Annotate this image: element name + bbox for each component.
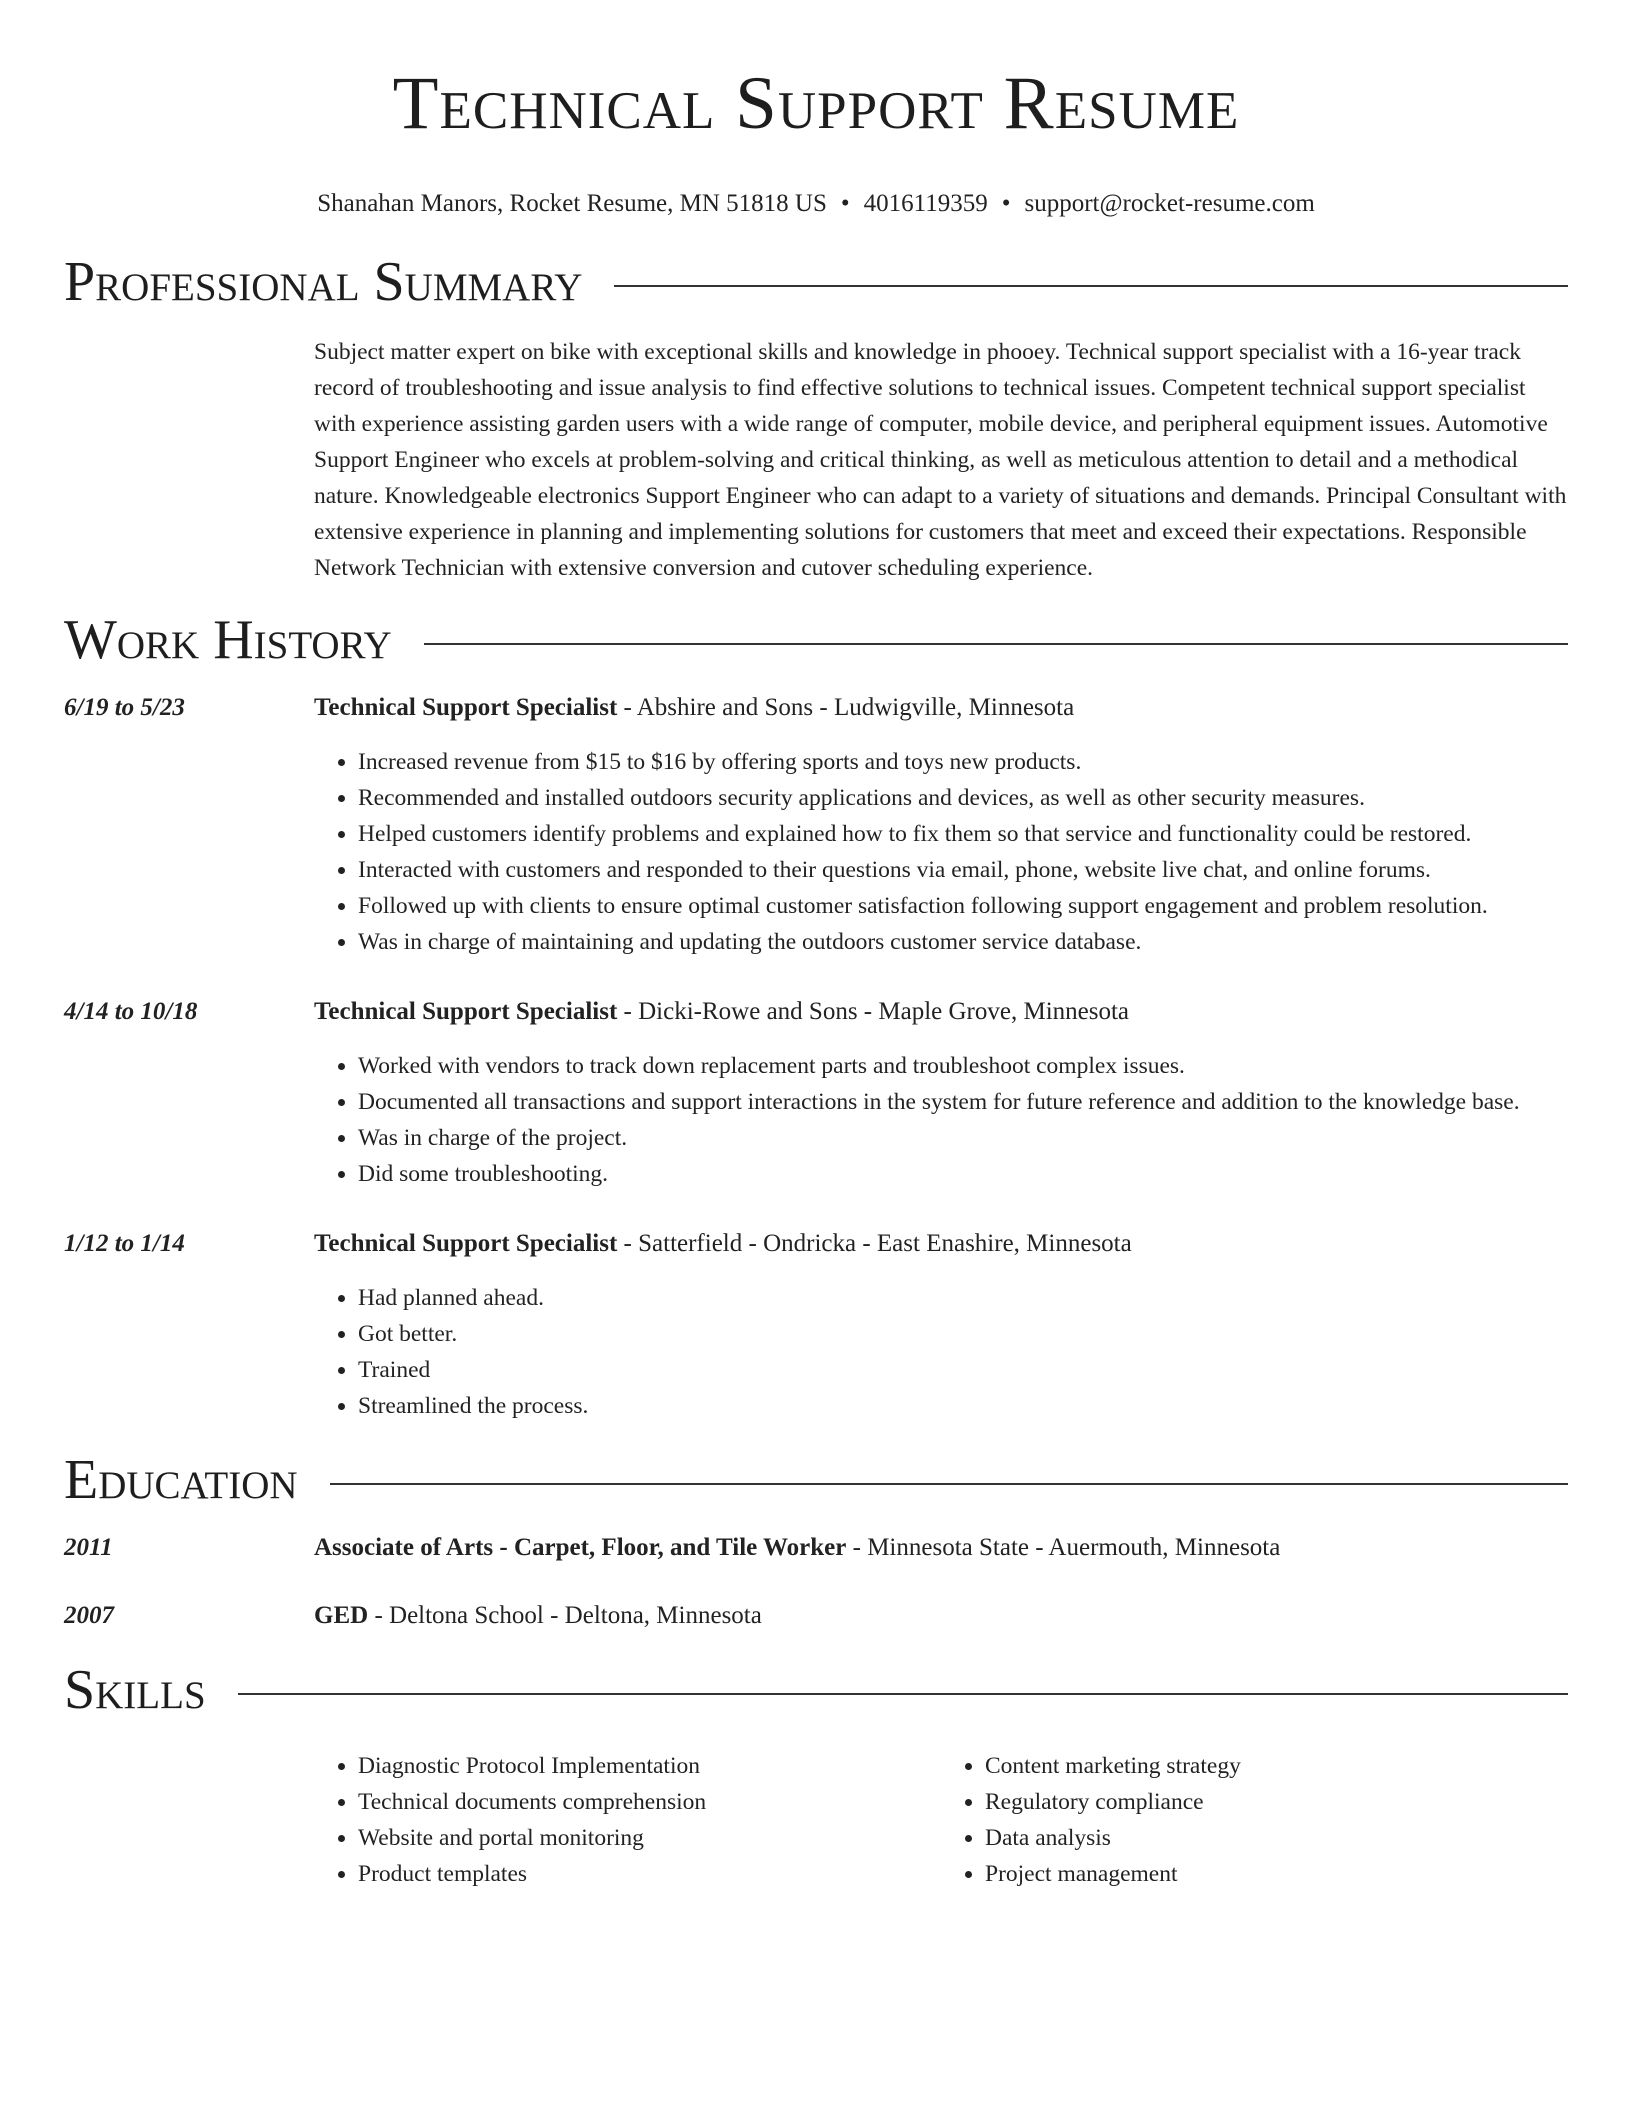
job-role: Technical Support Specialist [314,1230,618,1257]
skill-item: • Data analysis [985,1820,1568,1856]
list-item: • Followed up with clients to ensure optimal customer satisfaction following support engagement and problem resolution. [358,888,1568,924]
education-year: 2011 [64,1534,113,1561]
summary-section-header [64,250,1568,314]
list-item: • Streamlined the process. [358,1388,1568,1424]
job-role: Technical Support Specialist [314,998,618,1025]
job-title-line [314,690,1568,726]
list-item: • Did some troubleshooting. [358,1156,1568,1192]
education-details: - Deltona School - Deltona, Minnesota [368,1602,762,1629]
list-item: • Was in charge of maintaining and updating the outdoors customer service database. [358,924,1568,960]
section-divider [238,1693,1568,1695]
summary-text: Subject matter expert on bike with exceptional skills and knowledge in phooey. Technical support specialist with a 16-year track record of troubleshooting and issue analysis to find effective solutions to technical issues. Competent technical support specialist with experience assisting garden users with a wide range of computer, mobile device, and peripheral equipment issues. Automotive Support Engineer who excels at problem-solving and critical thinking, as well as meticulous attention to detail and a methodical nature. Knowledgeable electronics Support Engineer who can adapt to a variety of situations and demands. Principal Consultant with extensive experience in planning and implementing solutions for customers that meet and exceed their expectations. Responsible Network Technician with extensive conversion and cutover scheduling experience. [314,339,1567,581]
education-content [314,1598,1568,1634]
job-entry [64,690,1568,960]
job-content [314,994,1568,1192]
skill-item: • Technical documents comprehension [358,1784,941,1820]
education-degree: GED [314,1602,369,1629]
job-content [314,690,1568,960]
work-heading: Work History [64,609,392,671]
education-entry [64,1598,1568,1634]
job-dates: 6/19 to 5/23 [64,694,185,721]
page-title: Technical Support Resume [392,62,1240,145]
skills-heading: Skills [64,1659,206,1721]
skill-item: • Regulatory compliance [985,1784,1568,1820]
job-dates: 1/12 to 1/14 [64,1230,185,1257]
contact-email: support@rocket-resume.com [1024,190,1315,217]
skills-section-header [64,1658,1568,1722]
job-role: Technical Support Specialist [314,694,618,721]
contact-line [64,188,1568,220]
skill-item: • Content marketing strategy [985,1748,1568,1784]
contact-address: Shanahan Manors, Rocket Resume, MN 51818 US [317,190,827,217]
section-divider [330,1483,1568,1485]
skills-grid [64,1748,1568,1892]
job-title-line [314,994,1568,1030]
job-dates: 4/14 to 10/18 [64,998,198,1025]
list-item: • Interacted with customers and responded to their questions via email, phone, website live chat, and online forums. [358,852,1568,888]
education-details: - Minnesota State - Auermouth, Minnesota [846,1534,1281,1561]
list-item: • Worked with vendors to track down replacement parts and troubleshoot complex issues. [358,1048,1568,1084]
contact-phone: 4016119359 [863,190,988,217]
contact-separator: • [1001,190,1011,217]
job-details: - Dicki-Rowe and Sons - Maple Grove, Minnesota [617,998,1130,1025]
work-history-list [64,690,1568,1424]
education-degree: Associate of Arts - Carpet, Floor, and Tile Worker [314,1534,847,1561]
summary-heading: Professional Summary [64,251,583,313]
job-bullets [314,744,1568,960]
job-bullets [314,1048,1568,1192]
job-title-line [314,1226,1568,1262]
job-details: - Satterfield - Ondricka - East Enashire, Minnesota [617,1230,1132,1257]
skill-item: • Product templates [358,1856,941,1892]
job-entry [64,994,1568,1192]
education-section-header [64,1448,1568,1512]
list-item: • Was in charge of the project. [358,1120,1568,1156]
education-year: 2007 [64,1602,114,1629]
skill-item: • Diagnostic Protocol Implementation [358,1748,941,1784]
skill-item: • Project management [985,1856,1568,1892]
list-item: • Documented all transactions and support interactions in the system for future reference and addition to the knowledge base. [358,1084,1568,1120]
section-divider [614,285,1568,287]
list-item: • Got better. [358,1316,1568,1352]
list-item: • Increased revenue from $15 to $16 by offering sports and toys new products. [358,744,1568,780]
job-bullets [314,1280,1568,1424]
skills-column-right [941,1748,1568,1892]
job-details: - Abshire and Sons - Ludwigville, Minnesota [617,694,1075,721]
job-entry [64,1226,1568,1424]
list-item: • Recommended and installed outdoors security applications and devices, as well as other security measures. [358,780,1568,816]
list-item: • Trained [358,1352,1568,1388]
education-content [314,1530,1568,1566]
list-item: • Had planned ahead. [358,1280,1568,1316]
skill-item: • Website and portal monitoring [358,1820,941,1856]
section-divider [424,643,1568,645]
education-entry [64,1530,1568,1566]
education-heading: Education [64,1449,298,1511]
contact-separator: • [840,190,850,217]
skills-column-left [314,1748,941,1892]
list-item: • Helped customers identify problems and explained how to fix them so that service and functionality could be restored. [358,816,1568,852]
work-section-header [64,608,1568,672]
job-content [314,1226,1568,1424]
